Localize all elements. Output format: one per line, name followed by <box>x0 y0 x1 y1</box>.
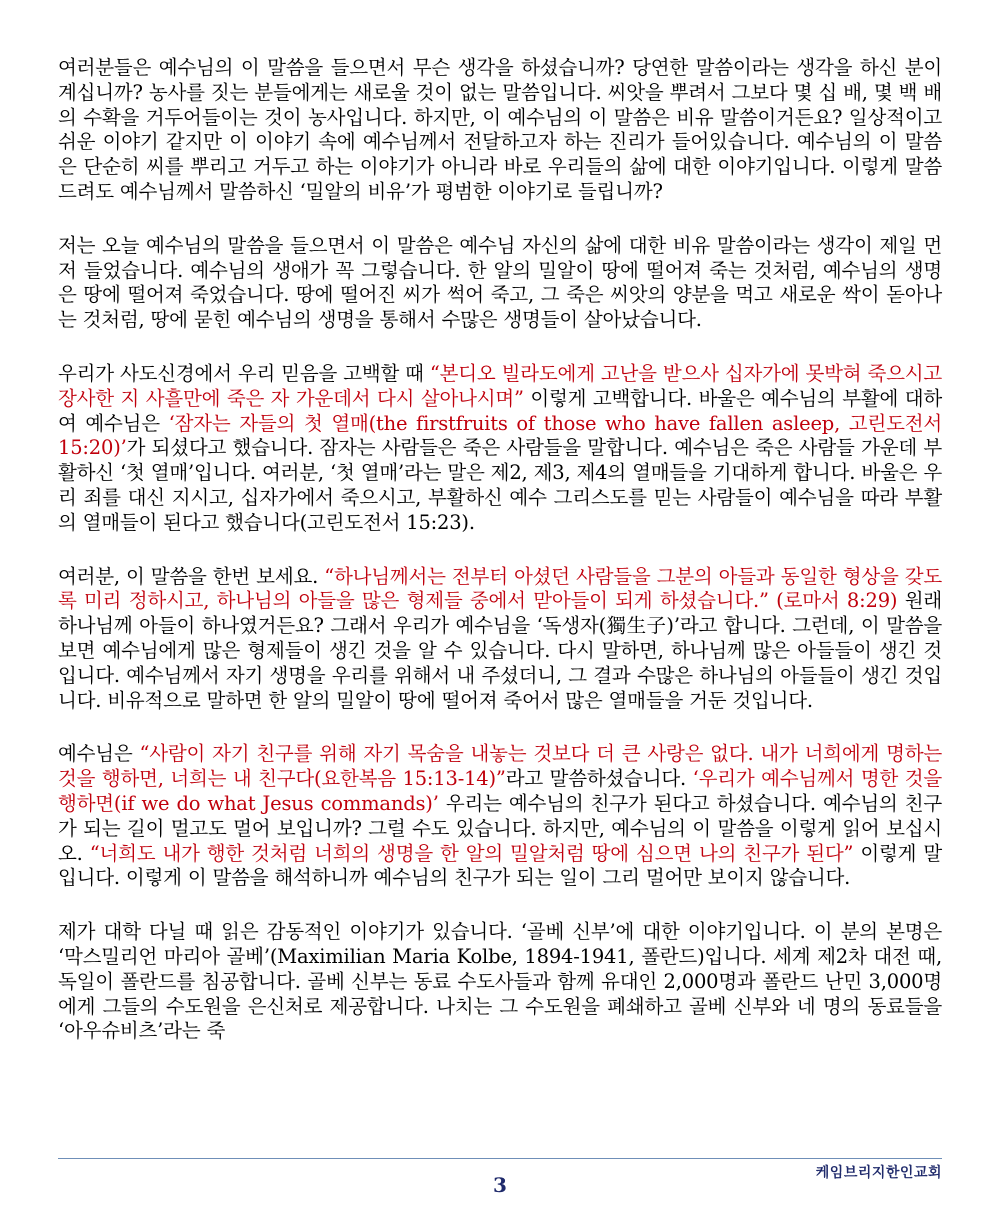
paragraph-text: 여러분, 이 말씀을 한번 보세요. <box>58 564 325 588</box>
scripture-quote-firstfruits: ‘잠자는 자들의 첫 열매(the firstfruits of those who have fallen asleep, 고린도전서 15:20)’ <box>58 411 942 460</box>
paragraph-5 <box>58 742 942 891</box>
paragraph-text: 원래 하나님께 아들이 하나였거든요? 그래서 우리가 예수님을 ‘독생자(獨生子)’라고 합니다. 그런데, 이 말씀을 보면 예수님에게 많은 형제들이 생긴 것을 알 수 있습니다. 다시 말하면, 하나님께 많은 아들들이 생긴 것입니다. 예수님께서 자기 생명을 우리를 위해서 내 주셨더니, 그 결과 수많은 하나님의 아들들이 생긴 것입니다. 비유적으로 말하면 한 알의 밀알이 땅에 떨어져 죽어서 많은 열매들을 거둔 것입니다. <box>58 589 942 712</box>
paragraph-3 <box>58 362 942 536</box>
footer-rule <box>58 1158 942 1159</box>
paragraph-1 <box>58 56 942 205</box>
paragraph-text: 라고 말씀하셨습니다. <box>505 767 693 791</box>
scripture-quote-romans: “하나님께서는 전부터 아셨던 사람들을 그분의 아들과 동일한 형상을 갖도록 미리 정하시고, 하나님의 아들을 많은 형제들 중에서 맏아들이 되게 하셨습니다.” (로마서 8:29) <box>58 564 942 613</box>
paragraph-text: 우리는 예수님의 친구가 된다고 하셨습니다. 예수님의 친구가 되는 길이 멀고도 멀어 보입니까? 그럴 수도 있습니다. 하지만, 예수님의 이 말씀을 이렇게 읽어 보십시오. <box>58 791 943 865</box>
paragraph-text: 제가 대학 다닐 때 읽은 감동적인 이야기가 있습니다. ‘골베 신부’에 대한 이야기입니다. 이 분의 본명은 ‘막스밀리언 마리아 골베’(Maximilian Maria Kolbe, 1894-1941, 폴란드)입니다. 세계 제2차 대전 때, 독일이 폴란드를 침공합니다. 골베 신부는 동료 수도사들과 함께 유대인 2,000명과 폴란드 난민 3,000명에게 그들의 수도원을 은신처로 제공합니다. 나치는 그 수도원을 폐쇄하고 골베 신부와 네 명의 동료들을 ‘아우슈비츠’라는 죽 <box>58 920 942 1043</box>
paragraph-text: 저는 오늘 예수님의 말씀을 들으면서 이 말씀은 예수님 자신의 삶에 대한 비유 말씀이라는 생각이 제일 먼저 들었습니다. 예수님의 생애가 꼭 그렇습니다. 한 알의 밀알이 땅에 떨어져 죽는 것처럼, 예수님의 생명은 땅에 떨어져 죽었습니다. 땅에 떨어진 씨가 썩어 죽고, 그 죽은 씨앗의 양분을 먹고 새로운 싹이 돋아나는 것처럼, 땅에 묻힌 예수님의 생명을 통해서 수많은 생명들이 살아났습니다. <box>58 233 942 332</box>
paragraph-text: 예수님은 <box>58 742 140 766</box>
paragraph-text: 이렇게 고백합니다. 바울은 예수님의 부활에 대하여 예수님은 <box>58 386 942 435</box>
church-name: 케임브리지한인교회 <box>815 1165 942 1181</box>
page-number: 3 <box>493 1173 507 1197</box>
paragraph-6 <box>58 920 942 1044</box>
paragraph-text: 이렇게 말입니다. 이렇게 이 말씀을 해석하니까 예수님의 친구가 되는 일이 그리 멀어만 보이지 않습니다. <box>58 841 942 890</box>
scripture-quote-friend: “너희도 내가 행한 것처럼 너희의 생명을 한 알의 밀알처럼 땅에 심으면 나의 친구가 된다” <box>89 841 854 865</box>
sermon-body <box>58 56 942 1073</box>
paragraph-4 <box>58 565 942 714</box>
paragraph-2 <box>58 234 942 333</box>
paragraph-text: 여러분들은 예수님의 이 말씀을 들으면서 무슨 생각을 하셨습니까? 당연한 말씀이라는 생각을 하신 분이 계십니까? 농사를 짓는 분들에게는 새로울 것이 없는 말씀입니다. 씨앗을 뿌려서 그보다 몇 십 배, 몇 백 배의 수확을 거두어들이는 것이 농사입니다. 하지만, 이 예수님의 이 말씀은 비유 말씀이거든요? 일상적이고 쉬운 이야기 같지만 이 이야기 속에 예수님께서 전달하고자 하는 진리가 들어있습니다. 예수님의 이 말씀은 단순히 씨를 뿌리고 거두고 하는 이야기가 아니라 바로 우리들의 삶에 대한 이야기입니다. 이렇게 말씀드려도 예수님께서 말씀하신 ‘밀알의 비유’가 평범한 이야기로 들립니까? <box>58 56 942 203</box>
scripture-quote-creed: “본디오 빌라도에게 고난을 받으사 십자가에 못박혀 죽으시고 장사한 지 사흘만에 죽은 자 가운데서 다시 살아나시며” <box>58 361 942 410</box>
scripture-quote-commands: ‘우리가 예수님께서 명한 것을 행하면(if we do what Jesus commands)’ <box>58 767 943 815</box>
paragraph-text: 우리가 사도신경에서 우리 믿음을 고백할 때 <box>58 361 430 385</box>
paragraph-text: 가 되셨다고 했습니다. 잠자는 사람들은 죽은 사람들을 말합니다. 예수님은 죽은 사람들 가운데 부활하신 ‘첫 열매’입니다. 여러분, ‘첫 열매’라는 말은 제2, 제3, 제4의 열매들을 기대하게 합니다. 바울은 우리 죄를 대신 지시고, 십자가에서 죽으시고, 부활하신 예수 그리스도를 믿는 사람들이 예수님을 따라 부활의 열매들이 된다고 했습니다(고린도전서 15:23). <box>58 436 942 534</box>
scripture-quote-john: “사람이 자기 친구를 위해 자기 목숨을 내놓는 것보다 더 큰 사랑은 없다. 내가 너희에게 명하는 것을 행하면, 너희는 내 친구다(요한복음 15:13-14)” <box>58 742 942 791</box>
